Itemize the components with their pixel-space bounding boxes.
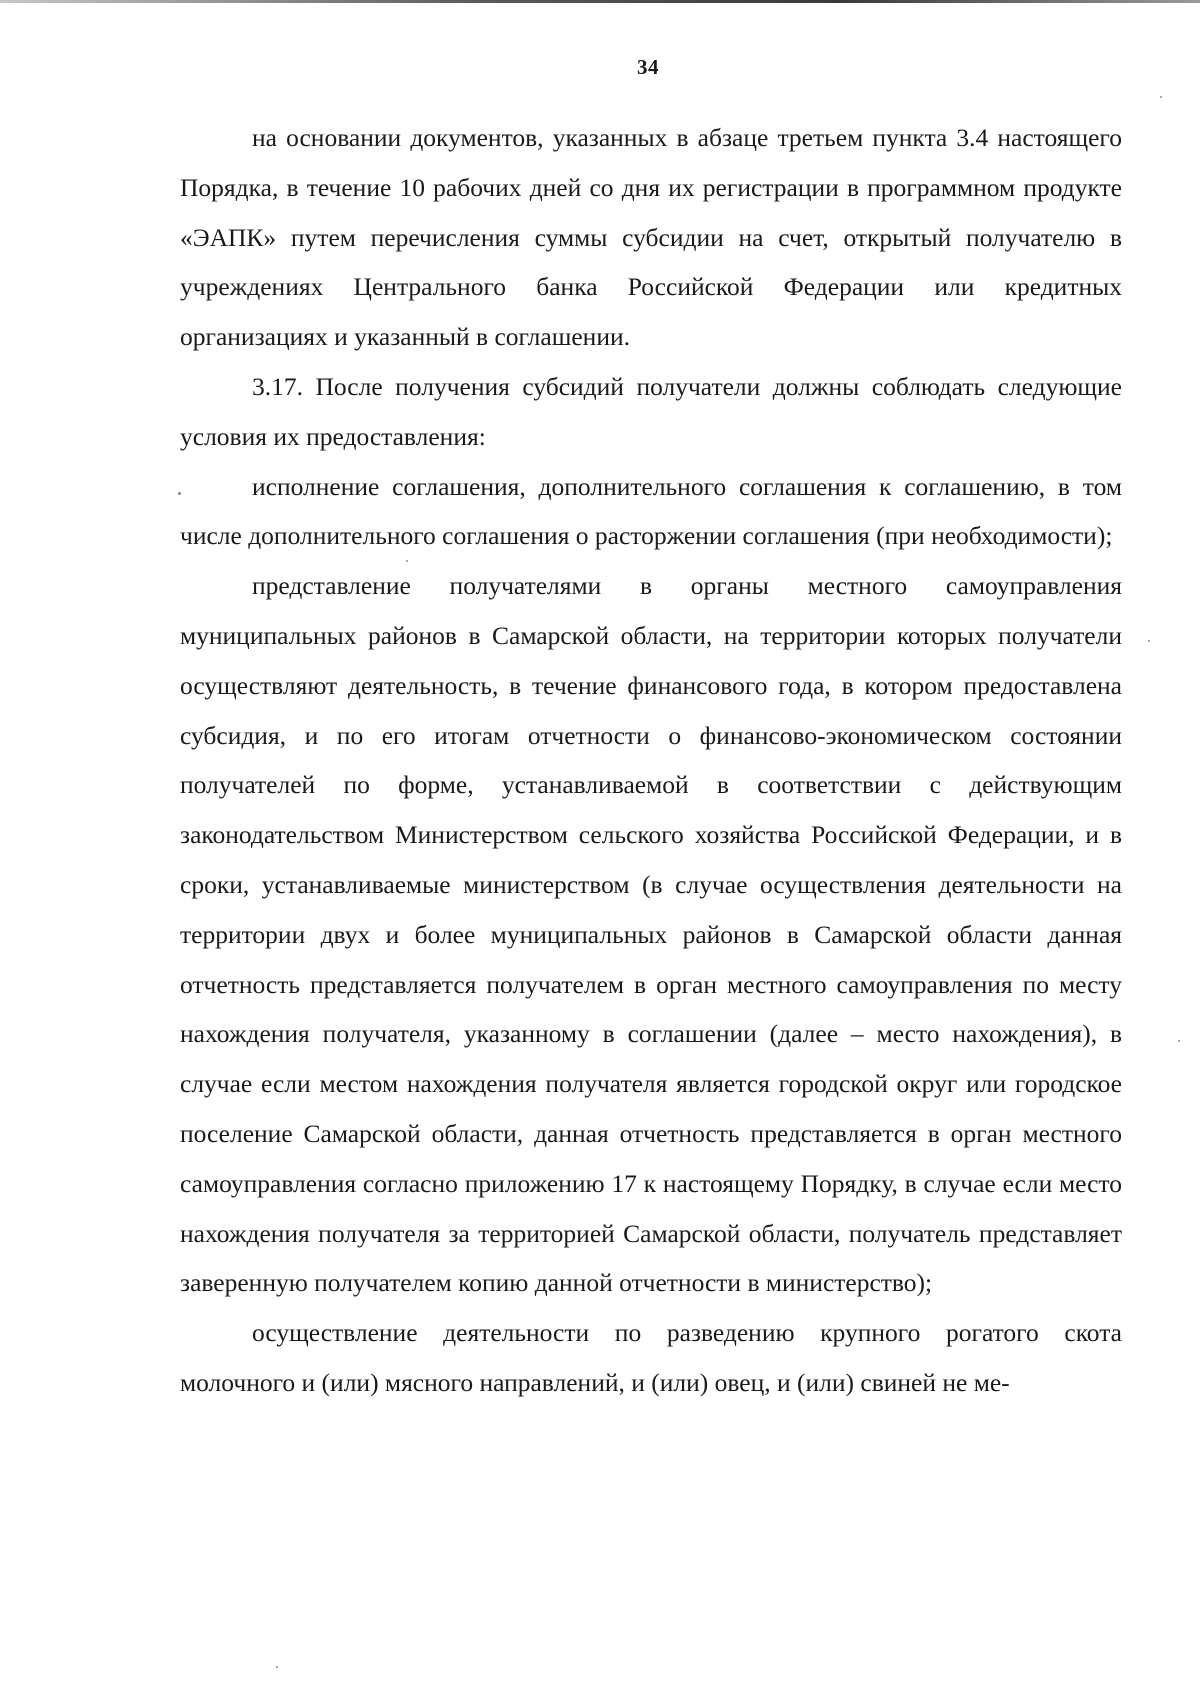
scan-speck [1160, 96, 1162, 98]
document-body [180, 113, 1122, 1408]
scan-speck [276, 1666, 278, 1668]
paragraph-livestock-activity: осуществление деятельности по разведению крупного рогатого скота молочного и (или) мясного направлений, и (или) овец, и (или) свиней не ме- [180, 1318, 1122, 1397]
scan-top-edge [0, 0, 1200, 3]
scan-speck [406, 560, 408, 562]
paragraph-agreement-execution: исполнение соглашения, дополнительного соглашения к соглашению, в том числе дополнительного соглашения о расторжении соглашения (при необходимости); [180, 471, 1122, 551]
scan-speck [1148, 640, 1150, 642]
paragraph-reporting-requirement: представление получателями в органы местного самоуправления муниципальных районов в Самарской области, на территории которых получатели осуществляют деятельность, в течение финансового года, в котором предоставлена субсидия, и по его итогам отчетности о финансово-экономическом состоянии получателей по форме, устанавливаемой в соответствии с действующим законодательством Министерством сельского хозяйства Российской Федерации, и в сроки, устанавливаемые министерством (в случае осуществления деятельности на территории двух и более муниципальных районов в Самарской области данная отчетность представляется получателем в орган местного самоуправления по месту нахождения получателя, указанному в соглашении (далее – место нахождения), в случае если местом нахождения получателя является городской округ или городское поселение Самарской области, данная отчетность представляется в орган местного самоуправления согласно приложению 17 к настоящему Порядку, в случае если место нахождения получателя за территорией Самарской области, получатель представляет заверенную получателем копию данной отчетности в министерство); [180, 571, 1122, 1298]
scan-speck [178, 492, 181, 495]
page-number: 34 [637, 55, 659, 79]
paragraph-payment-basis: на основании документов, указанных в абзаце третьем пункта 3.4 настоящего Порядка, в течение 10 рабочих дней со дня их регистрации в программном продукте «ЭАПК» путем перечисления суммы субсидии на счет, открытый получателю в учреждениях Центрального банка Российской Федерации или кредитных организациях и указанный в соглашении. [180, 123, 1122, 352]
paragraph-3-17-conditions: 3.17. После получения субсидий получатели должны соблюдать следующие условия их предоставления: [180, 371, 1122, 451]
scan-speck [1178, 1040, 1180, 1042]
